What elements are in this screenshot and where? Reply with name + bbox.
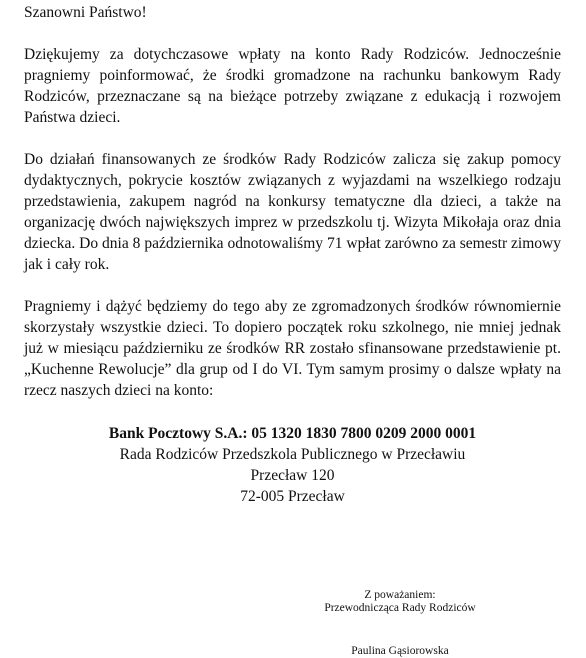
signature-closing: Z poważaniem:: [364, 589, 436, 601]
account-holder: Rada Rodziców Przedszkola Publicznego w Przecławiu: [119, 446, 466, 463]
paragraph-activities: Do działań finansowanych ze środków Rady Rodziców zalicza się zakup pomocy dydaktycznych, pokrycie kosztów związanych z wyjazdami na wszelkiego rodzaju przedstawienia, zakupem nagród na konkursy tematyczne dla dzieci, a także na organizację dwóch największych imprez w przedszkolu tj. Wizyta Mikołaja oraz dnia dziecka. Do dnia 8 października odnotowaliśmy 71 wpłat zarówno za semestr zimowy jak i cały rok.: [24, 151, 561, 273]
paragraph-request: Pragniemy i dążyć będziemy do tego aby ze zgromadzonych środków równomiernie skorzystały wszystkie dzieci. To dopiero początek roku szkolnego, nie mniej jednak już w miesiącu październiku ze środków RR zostało sfinansowane przedstawienie pt. „Kuchenne Rewolucje” dla grup od I do VI. Tym samym prosimy o dalsze wpłaty na rzecz naszych dzieci na konto:: [24, 298, 561, 399]
signature-name: Paulina Gąsiorowska: [351, 645, 449, 657]
address-city: 72-005 Przecław: [240, 488, 345, 505]
bank-account: Bank Pocztowy S.A.: 05 1320 1830 7800 0209 2000 0001: [108, 425, 477, 442]
paragraph-thanks: Dziękujemy za dotychczasowe wpłaty na konto Rady Rodziców. Jednocześnie pragniemy poinformować, że środki gromadzone na rachunku bankowym Rady Rodziców, przeznaczane są na bieżące potrzeby związane z edukacją i rozwojem Państwa dzieci.: [24, 46, 561, 126]
address-street: Przecław 120: [250, 467, 335, 484]
signature-role: Przewodnicząca Rady Rodziców: [324, 602, 476, 614]
greeting: Szanowni Państwo!: [24, 4, 147, 21]
bank-details: [24, 423, 561, 507]
